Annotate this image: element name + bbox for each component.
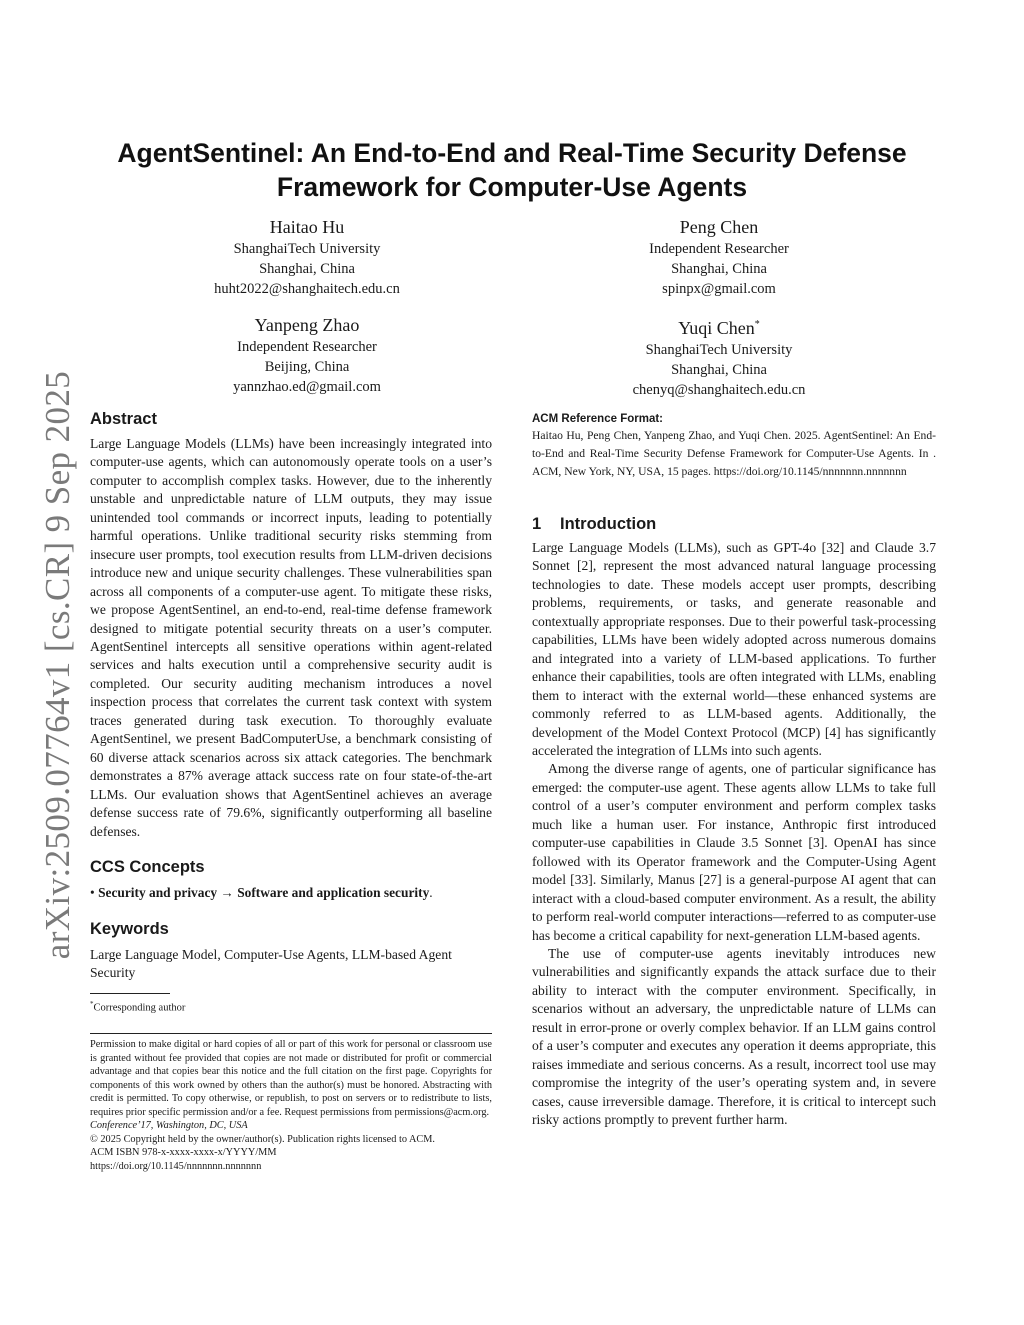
paper-title: [90, 136, 934, 204]
right-column: [532, 412, 936, 1130]
ccs-concept-main: Security and privacy: [98, 884, 218, 900]
footnote-rule: [90, 993, 170, 994]
title-line-2: Framework for Computer-Use Agents: [276, 172, 748, 202]
ccs-concept-sub: Software and application security: [237, 884, 430, 900]
left-column: [90, 408, 492, 1173]
abstract-heading: Abstract: [90, 410, 157, 428]
author-email: huht2022@shanghaitech.edu.cn: [214, 281, 400, 297]
author-block: [554, 216, 884, 299]
author-name: Haitao Hu: [269, 217, 345, 237]
copyright-line: © 2025 Copyright held by the owner/author(s). Publication rights licensed to ACM.: [90, 1133, 436, 1145]
author-location: Beijing, China: [264, 359, 350, 375]
author-name: Yanpeng Zhao: [254, 315, 360, 335]
author-email: yannzhao.ed@gmail.com: [233, 379, 381, 395]
author-affiliation: Independent Researcher: [237, 339, 377, 355]
acm-reference-heading: ACM Reference Format:: [532, 413, 663, 425]
section-number: 1: [532, 515, 542, 533]
permission-rule: [90, 1033, 492, 1034]
ccs-period: .: [429, 884, 433, 900]
ccs-heading: CCS Concepts: [90, 857, 205, 876]
author-location: Shanghai, China: [671, 362, 767, 378]
author-email: spinpx@gmail.com: [662, 281, 776, 297]
conference-name: Conference’17, Washington, DC, USA: [90, 1120, 248, 1132]
section-title: Introduction: [560, 515, 657, 533]
arrow-icon: →: [220, 884, 234, 900]
isbn-line: ACM ISBN 978-x-xxxx-xxxx-x/YYYY/MM: [90, 1147, 277, 1159]
intro-paragraph: The use of computer-use agents inevitably introduces new vulnerabilities and significantly expands the attack surface due to their ability to interact with the computer environment. Specifically, in scenarios without an adversary, the unpredictable nature of LLMs can result in error-prone or overly complex behavior. If an LLM gains control of a user’s computer and executes any operation it deems appropriate, this raises immediate and serious concerns. As a result, incorrect tool use may compromise the integrity of the user’s operating system and, in severe cases, cause irreversible damage. Therefore, it is critical to intercept such risky actions promptly to prevent further harm.: [532, 945, 936, 1128]
ccs-concept: [90, 884, 492, 902]
ccs-bullet: •: [90, 884, 95, 900]
corresponding-mark: *: [754, 319, 760, 330]
doi-link[interactable]: https://doi.org/10.1145/nnnnnnn.nnnnnnn: [90, 1160, 262, 1172]
author-block: [142, 314, 472, 397]
intro-paragraph: Among the diverse range of agents, one of particular significance has emerged: the computer-use agent. These agents allow LLMs to take full control of a user’s computer environment and perform complex tasks much like a human user. For instance, Anthropic first introduced computer-use capabilities in Claude 3.5 Sonnet [3]. OpenAI has since followed with its Operator framework and the Computer-Using Agent model [33]. Similarly, Manus [27] is a general-purpose AI agent that can interact with a cloud-based computer environment. As a result, the ability to perform real-world computer interactions—referred to as computer-use has become a critical capability for next-generation LLM-based agents.: [532, 761, 936, 943]
author-name-corresponding: [554, 314, 884, 339]
conference-line: [90, 1119, 492, 1133]
abstract-text: Large Language Models (LLMs) have been increasingly integrated into computer-use agents, which can autonomously operate tools on a user’s computer to accomplish complex tasks. However, due to the inherently unstable and unpredictable nature of LLM outputs, they may issue unintended tool commands or incorrect inputs, leading to potentially harmful operations. Unlike traditional security risks stemming from insecure user prompts, tool execution results from LLM-driven decisions introduce new and unique security challenges. These vulnerabilities span across all components of a computer-use agent. To mitigate these risks, we propose AgentSentinel, an end-to-end, real-time defense framework designed to mitigate potential security threats on a user’s computer. AgentSentinel intercepts all sensitive operations within agent-related services and halts execution until a comprehensive security audit is completed. Our security auditing mechanism introduces a novel inspection process that correlates the current task context with system traces generated during task execution. To thoroughly evaluate AgentSentinel, we present BadComputerUse, a benchmark consisting of 60 diverse attack scenarios across six attack categories. The benchmark demonstrates a 87% average attack success rate on four state-of-the-art LLMs. Our evaluation shows that AgentSentinel achieves an average defense success rate of 79.6%, significantly outperforming all baseline defenses.: [90, 436, 492, 839]
author-location: Shanghai, China: [259, 261, 355, 277]
title-line-1: AgentSentinel: An End-to-End and Real-Time Security Defense: [117, 138, 907, 168]
author-block: [554, 314, 884, 400]
author-email: chenyq@shanghaitech.edu.cn: [632, 382, 806, 398]
footnote-mark: *: [90, 999, 94, 1008]
author-location: Shanghai, China: [671, 261, 767, 277]
intro-paragraph: Large Language Models (LLMs), such as GPT-4o [32] and Claude 3.7 Sonnet [2], represent the most advanced natural language processing technologies to date. These models accept user prompts, describing problems, requirements, or tasks, and generate reasonable and contextually appropriate responses. Due to their powerful task-processing capabilities, LLMs have been widely adopted across numerous domains and integrated into a variety of LLM-based applications. To further enhance their capabilities, tools are often integrated with LLMs, enabling them to interact with the external world—these enhanced systems are commonly referred to as LLM-based agents. Additionally, the development of the Model Context Protocol (MCP) [4] has significantly accelerated the integration of LLMs into such agents.: [532, 540, 936, 758]
author-affiliation: ShanghaiTech University: [645, 342, 793, 358]
arxiv-id: arXiv:2509.07764v1 [cs.CR] 9 Sep 2025: [38, 370, 77, 960]
author-name: Peng Chen: [679, 217, 759, 237]
author-name: Yuqi Chen: [678, 318, 755, 338]
keywords-heading: Keywords: [90, 919, 169, 938]
author-affiliation: Independent Researcher: [649, 241, 789, 257]
footnote: [90, 997, 492, 1016]
author-block: [142, 216, 472, 299]
footnote-text: Corresponding author: [93, 1002, 186, 1014]
section-heading-introduction: [532, 513, 936, 535]
acm-reference-text: Haitao Hu, Peng Chen, Yanpeng Zhao, and Yuqi Chen. 2025. AgentSentinel: An End-to-End and Real-Time Security Defense Framework for Computer-Use Agents. In . ACM, New York, NY, USA, 15 pages. https://doi.org/10.1145/nnnnnnn.nnnnnnn: [532, 429, 936, 478]
permission-text: Permission to make digital or hard copies of all or part of this work for personal or classroom use is granted without fee provided that copies are not made or distributed for profit or commercial advantage and that copies bear this notice and the full citation on the first page. Copyrights for components of this work owned by others than the author(s) must be honored. Abstracting with credit is permitted. To copy otherwise, or republish, to post on servers or to redistribute to lists, requires prior specific permission and/or a fee. Request permissions from permissions@acm.org.: [90, 1039, 492, 1118]
author-affiliation: ShanghaiTech University: [233, 241, 381, 257]
keywords-text: Large Language Model, Computer-Use Agents, LLM-based Agent Security: [90, 946, 452, 981]
